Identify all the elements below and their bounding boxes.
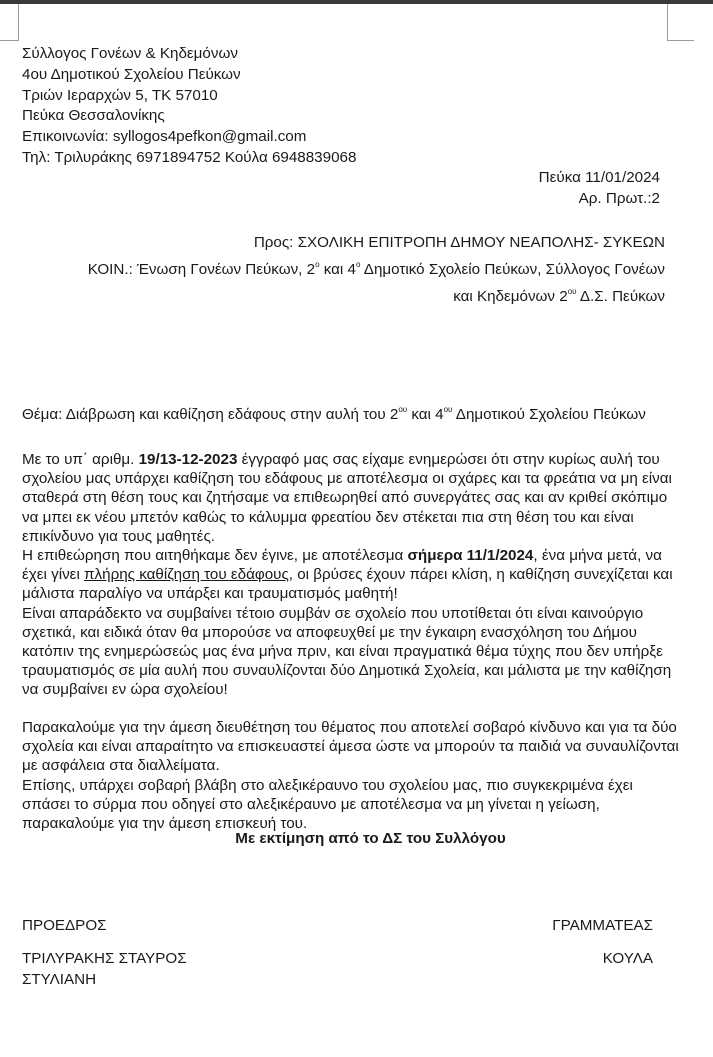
secretary-title: ΓΡΑΜΜΑΤΕΑΣ xyxy=(552,917,653,934)
president-name-2: ΣΤΥΛΙΑΝΗ xyxy=(22,970,97,988)
date-block xyxy=(539,168,660,210)
date-line: Πεύκα 11/01/2024 xyxy=(538,169,660,186)
sender-phones: Τηλ: Τριλυράκης 6971894752 Κούλα 6948839068 xyxy=(22,148,357,166)
body-paragraph-2 xyxy=(22,718,682,833)
recipient-block xyxy=(88,232,665,308)
page-corner-mark-left xyxy=(0,4,19,41)
president-title: ΠΡΟΕΔΡΟΣ xyxy=(22,917,107,934)
paragraph-unacceptable: Είναι απαράδεκτο να συμβαίνει τέτοιο συμβάν σε σχολείο που υποτίθεται ότι είναι καινούργιο σχετικά, και ειδικά όταν θα μπορούσε να αποφευχθεί με την έγκαιρη ενασχόληση του Δήμου κατόπιν της ενημερώσεώς μας ένα μήνα πριν, και είναι πραγματικά θέμα τύχης που δεν υπήρξε τραυματισμός σε μία αυλή που συναυλίζονται δύο Δημοτικά Σχολεία, και μάλιστα με την καθίζηση να συμβαίνει εν ώρα σχολείου! xyxy=(22,604,672,699)
president-name: ΤΡΙΛΥΡΑΚΗΣ ΣΤΑΥΡΟΣ xyxy=(22,949,187,967)
secretary-name: ΚΟΥΛΑ xyxy=(602,949,653,967)
sender-name: Σύλλογος Γονέων & Κηδεμόνων xyxy=(22,45,238,62)
paragraph-inspection: Η επιθεώρηση που αιτηθήκαμε δεν έγινε, με αποτέλεσμα σήμερα 11/1/2024, ένα μήνα μετά, να έχει γίνει πλήρης καθίζηση του εδάφους, οι βρύσες έχουν πάρει κλίση, η καθίζηση συνεχίζεται και μάλιστα παραλίγο να υπάρξει και τραυματισμός μαθητή! xyxy=(22,547,673,603)
president-signature xyxy=(22,916,187,990)
page-top-edge xyxy=(0,0,713,4)
protocol-number: Αρ. Πρωτ.:2 xyxy=(578,189,660,207)
recipient-to: Προς: ΣΧΟΛΙΚΗ ΕΠΙΤΡΟΠΗ ΔΗΜΟΥ ΝΕΑΠΟΛΗΣ- ΣΥΚΕΩΝ xyxy=(253,234,665,251)
subject-line: Θέμα: Διάβρωση και καθίζηση εδάφους στην αυλή του $2^{o\upsilon}$ και $4^{o\upsilon}$ Δημοτικού Σχολείου Πεύκων xyxy=(22,405,646,423)
paragraph-request: Παρακαλούμε για την άμεση διευθέτηση του θέματος που αποτελεί σοβαρό κίνδυνο και για τα δύο σχολεία και είναι απαραίτητο να επισκευαστεί άμεσα ώστε να μπορούν τα παιδιά να συναυλίζονται με ασφάλεια στα διαλλείματα. xyxy=(22,719,679,775)
sender-street: Τριών Ιεραρχών 5, ΤΚ 57010 xyxy=(22,86,218,104)
sender-city: Πεύκα Θεσσαλονίκης xyxy=(22,107,165,125)
paragraph-previous-letter: Με το υπ΄ αριθμ. 19/13-12-2023 έγγραφό μας σας είχαμε ενημερώσει ότι στην κυρίως αυλή του σχολείου μας υπάρχει καθίζηση του εδάφους με αποτέλεσμα οι σχάρες και τα φρεάτια να μη είναι σταθερά στη θέση τους και ζητήσαμε να επιθεωρηθεί από συνεργάτες σας και αν κριθεί σκόπιμο να μπει εκ νέου μπετόν καθώς το κάλυμμα φρεατίου δεν στέκεται πια στη θέση του και είναι επικίνδυνο για τους μαθητές. xyxy=(22,451,672,545)
paragraph-lightning-rod: Επίσης, υπάρχει σοβαρή βλάβη στο αλεξικέραυνο του σχολείου μας, πιο συγκεκριμένα έχει σπάσει το σύρμα που οδηγεί στο αλεξικέραυνο με αποτέλεσμα να μη γίνεται η γείωση, παρακαλούμε για την άμεση επισκευή του. xyxy=(22,776,633,833)
recipient-cc-line-1: ΚΟΙΝ.: Ένωση Γονέων Πεύκων, $2^o$ και $4^o$ Δημοτικό Σχολείο Πεύκων, Σύλλογος Γονέων xyxy=(87,260,665,278)
page-corner-mark-right xyxy=(667,4,694,41)
sender-school: 4ου Δημοτικού Σχολείου Πεύκων xyxy=(22,65,241,83)
closing-line: Με εκτίμηση από το ΔΣ του Συλλόγου xyxy=(235,830,506,847)
recipient-cc-line-2: και Κηδεμόνων $2^{o\upsilon}$ Δ.Σ. Πεύκων xyxy=(453,287,665,305)
sender-header xyxy=(22,44,356,169)
secretary-signature xyxy=(552,916,653,970)
body-paragraph-1 xyxy=(22,450,682,700)
sender-email: Επικοινωνία: syllogos4pefkon@gmail.com xyxy=(22,128,307,146)
